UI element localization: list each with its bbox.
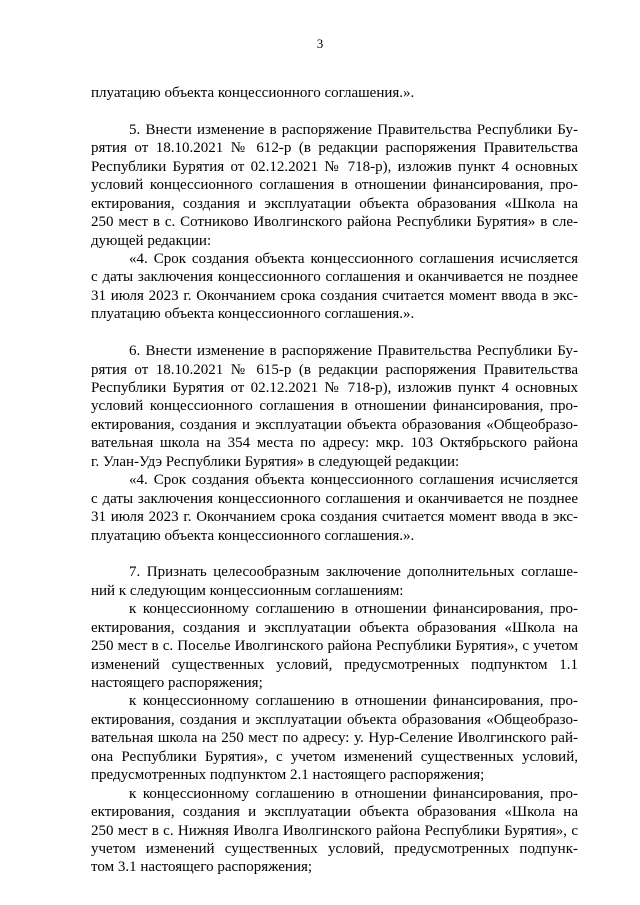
text-line: вательная школа на 250 мест по адресу: у. Нур-Селение Иволгинского рай- <box>91 730 578 747</box>
text-line: к концессионному соглашению в отношении финансирования, про- <box>129 785 578 802</box>
text-line: том 3.1 настоящего распоряжения; <box>91 859 313 876</box>
text-line: 250 мест в с. Нижняя Иволга Иволгинского района Республики Бурятия», с <box>91 822 578 839</box>
text-line: ний к следующим концессионным соглашениям: <box>91 582 404 599</box>
text-line: г. Улан-Удэ Республики Бурятия» в следующей редакции: <box>91 453 460 470</box>
text-line: 250 мест в с. Сотниково Иволгинского района Республики Бурятия» в сле- <box>91 214 578 231</box>
text-line: условий концессионного соглашения в отношении финансирования, про- <box>91 398 578 415</box>
text-line: 31 июля 2023 г. Окончанием срока создания считается момент ввода в экс- <box>91 287 578 304</box>
text-line: рятия от 18.10.2021 № 615-р (в редакции распоряжения Правительства <box>91 361 578 378</box>
text-line: к концессионному соглашению в отношении финансирования, про- <box>129 693 578 710</box>
text-line: Республики Бурятия от 02.12.2021 № 718-р), изложив пункт 4 основных <box>91 158 578 175</box>
text-line: 6. Внести изменение в распоряжение Правительства Республики Бу- <box>129 343 578 360</box>
text-line: 5. Внести изменение в распоряжение Правительства Республики Бу- <box>129 121 578 138</box>
text-line: учетом изменений существенных условий, предусмотренных подпунк- <box>91 840 578 857</box>
text-line: «4. Срок создания объекта концессионного соглашения исчисляется <box>129 472 578 489</box>
paragraph-gap <box>91 545 578 563</box>
text-line: ектирования, создания и эксплуатации объекта образования «Общеобразо- <box>91 711 578 728</box>
text-line: условий концессионного соглашения в отношении финансирования, про- <box>91 177 578 194</box>
text-line: 31 июля 2023 г. Окончанием срока создания считается момент ввода в экс- <box>91 509 578 526</box>
text-line: ектирования, создания и эксплуатации объекта образования «Школа на <box>91 195 578 212</box>
text-line: настоящего распоряжения; <box>91 675 263 691</box>
text-line: предусмотренных подпунктом 2.1 настоящего распоряжения; <box>91 767 485 784</box>
text-line: «4. Срок создания объекта концессионного соглашения исчисляется <box>129 250 578 267</box>
text-line: ектирования, создания и эксплуатации объекта образования «Школа на <box>91 804 578 821</box>
text-line: ектирования, создания и эксплуатации объекта образования «Школа на <box>91 619 578 636</box>
text-line: плуатацию объекта концессионного соглашения.». <box>91 527 415 544</box>
text-line: изменений существенных условий, предусмотренных подпунктом 1.1 <box>91 656 578 673</box>
text-line: она Республики Бурятия», с учетом изменений существенных условий, <box>91 748 578 765</box>
paragraph-gap <box>91 324 578 342</box>
document-body <box>91 84 578 877</box>
text-line: с даты заключения концессионного соглашения и оканчивается не позднее <box>91 490 578 507</box>
text-line: плуатацию объекта концессионного соглашения.». <box>91 85 415 101</box>
paragraph-gap <box>91 102 578 120</box>
text-line: плуатацию объекта концессионного соглашения.». <box>91 306 415 323</box>
text-line: ектирования, создания и эксплуатации объекта образования «Общеобразо- <box>91 416 578 433</box>
text-line: дующей редакции: <box>91 232 212 249</box>
text-line: к концессионному соглашению в отношении финансирования, про- <box>129 601 578 618</box>
text-line: вательная школа на 354 места по адресу: мкр. 103 Октябрьского района <box>91 435 578 452</box>
text-line: Республики Бурятия от 02.12.2021 № 718-р), изложив пункт 4 основных <box>91 380 578 396</box>
text-line: 250 мест в с. Поселье Иволгинского района Республики Бурятия», с учетом <box>91 638 578 655</box>
text-line: 7. Признать целесообразным заключение дополнительных соглаше- <box>129 564 578 581</box>
text-line: с даты заключения концессионного соглашения и оканчивается не позднее <box>91 269 578 286</box>
text-line: рятия от 18.10.2021 № 612-р (в редакции распоряжения Правительства <box>91 140 578 157</box>
page-number: 3 <box>316 36 324 51</box>
